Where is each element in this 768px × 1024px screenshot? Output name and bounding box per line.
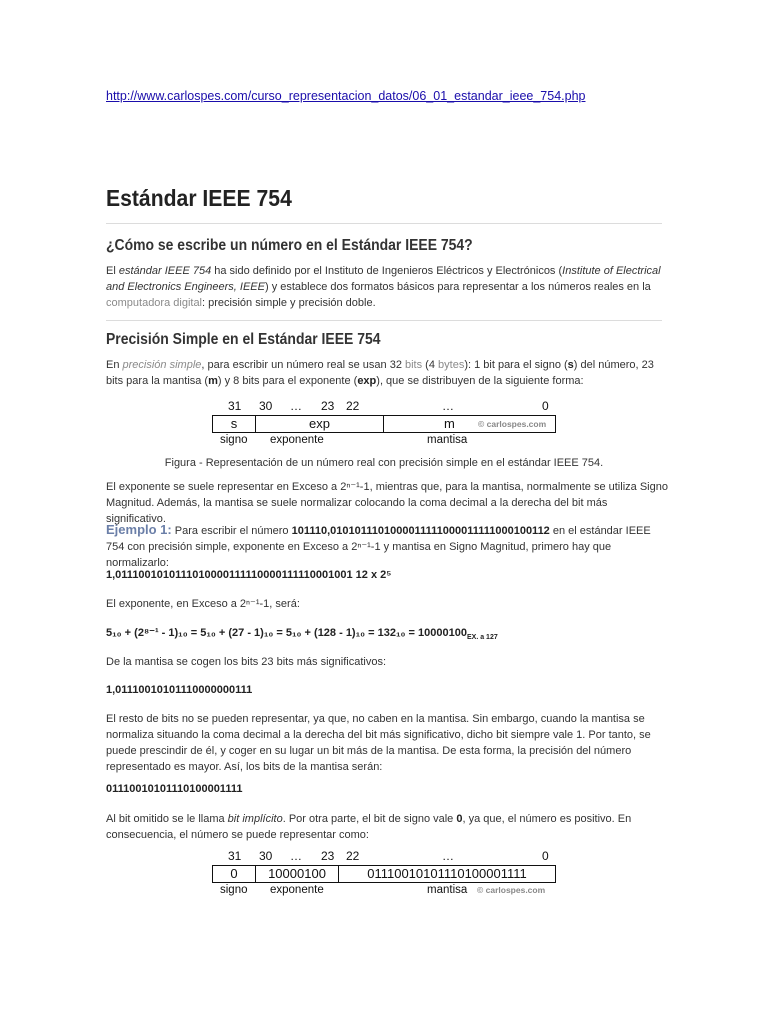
bit-index: 31 <box>228 849 242 863</box>
bit-encoding-diagram <box>212 849 556 901</box>
exponent-intro: El exponente, en Exceso a 2ⁿ⁻¹-1, será: <box>106 598 300 610</box>
bit-index: 23 <box>321 849 335 863</box>
mantisa-23-bits: 1,01110010101110000000111 <box>106 684 253 696</box>
bit-index: 22 <box>346 399 360 413</box>
field-label: exponente <box>270 434 324 446</box>
source-url-link[interactable]: http://www.carlospes.com/curso_representacion_datos/06_01_estandar_ieee_754.php <box>106 89 586 103</box>
mantissa-cell: m <box>444 416 455 431</box>
bit-index: … <box>290 849 302 863</box>
field-label: signo <box>220 884 248 896</box>
bits-link[interactable]: bits <box>405 359 423 371</box>
bit-index: 23 <box>321 399 335 413</box>
watermark: © carlospes.com <box>478 419 547 429</box>
bit-index: 30 <box>259 849 273 863</box>
implicit-bit-paragraph: Al bit omitido se le llama bit implícito. Por otra parte, el bit de signo vale 0, ya que, el número es positivo. En consecuencia, el número se puede representar como: <box>106 813 632 841</box>
bit-index: 22 <box>346 849 360 863</box>
bit-fields-box <box>212 415 556 433</box>
mantissa-cell: 01110010101110100001111 <box>367 866 527 881</box>
bit-index: … <box>290 399 302 413</box>
bytes-link[interactable]: bytes <box>438 359 465 371</box>
bit-index: 0 <box>542 399 549 413</box>
resto-paragraph: El resto de bits no se pueden representar, ya que, no caben en la mantisa. Sin embargo, cuando la mantisa se normaliza situando la coma decimal a la derecha del bit más significativo, dicho bit siempre vale 1. Por tanto, se puede prescindir de él, y coger en su lugar un bit más de la mantisa. De esta forma, la precisión del número representado es mayor. Así, los bits de la mantisa serán: <box>106 713 651 773</box>
example-paragraph: Ejemplo 1: Para escribir el número 101110,0101011101000011111000011111000100112 en el estándar IEEE 754 con precisión simple, exponente en Exceso a 2ⁿ⁻¹-1 y mantisa en Signo Magnitud, primero hay que normalizarlo: <box>106 522 651 569</box>
figure-caption: Figura - Representación de un número real con precisión simple en el estándar IEEE 754. <box>164 457 604 469</box>
field-label: signo <box>220 434 248 446</box>
bit-index: 0 <box>542 849 549 863</box>
bit-index-row <box>212 849 556 863</box>
bit-index-row <box>212 399 556 413</box>
normalized-number: 1,0111001010111010000111110000111110001001 12 x 2⁵ <box>106 569 392 581</box>
bit-index: … <box>442 399 454 413</box>
bit-index: 30 <box>259 399 273 413</box>
final-mantisa-bits: 01110010101110100001111 <box>106 783 243 795</box>
intro-paragraph: El estándar IEEE 754 ha sido definido por el Instituto de Ingenieros Eléctricos y Electrónicos (Institute of Electrical and Electronics Engineers, IEEE) y establece dos formatos básicos para representar a los números reales en la computadora digital: precisión simple y precisión doble. <box>106 265 661 309</box>
page-title: Estándar IEEE 754 <box>106 185 292 211</box>
exponent-cell: 10000100 <box>256 866 339 882</box>
section-heading-precision-simple: Precisión Simple en el Estándar IEEE 754 <box>106 331 381 348</box>
mantisa-intro: De la mantisa se cogen los bits 23 bits más significativos: <box>106 656 387 668</box>
bit-index: 31 <box>228 399 242 413</box>
sign-cell: 0 <box>213 866 256 882</box>
exponent-cell: exp <box>256 416 384 432</box>
bit-index: … <box>442 849 454 863</box>
divider <box>106 223 662 224</box>
field-label: mantisa <box>427 884 468 896</box>
watermark: © carlospes.com <box>477 885 546 895</box>
precision-paragraph: En precisión simple, para escribir un número real se usan 32 bits (4 bytes): 1 bit para el signo (s) del número, 23 bits para la mantisa (m) y 8 bits para el exponente (exp), que se distribuyen de la siguiente forma: <box>106 359 654 387</box>
field-label: mantisa <box>427 434 468 446</box>
exponent-paragraph: El exponente se suele representar en Exceso a 2ⁿ⁻¹-1, mientras que, para la mantisa, normalmente se utiliza Signo Magnitud. Además, la mantisa se suele normalizar colocando la coma decimal a la derecha del bit más significativo. <box>106 481 668 525</box>
computadora-digital-link[interactable]: computadora digital <box>106 297 203 309</box>
bit-layout-diagram <box>212 399 556 451</box>
exponent-calculation: $5_{10} + (2^{8-1} - 1)_{10} = 5_{10} + (27 - 1)_{10} = 5_{10} + (128 - 1)_{10} = 132_{10} = 10000100_{EX. a 127}$ <box>106 627 498 642</box>
field-label: exponente <box>270 884 324 896</box>
divider <box>106 320 662 321</box>
sign-cell: s <box>213 416 256 432</box>
example-label: Ejemplo 1: <box>106 522 172 537</box>
section-heading-como: ¿Cómo se escribe un número en el Estándar IEEE 754? <box>106 237 473 254</box>
bit-fields-box <box>212 865 556 883</box>
